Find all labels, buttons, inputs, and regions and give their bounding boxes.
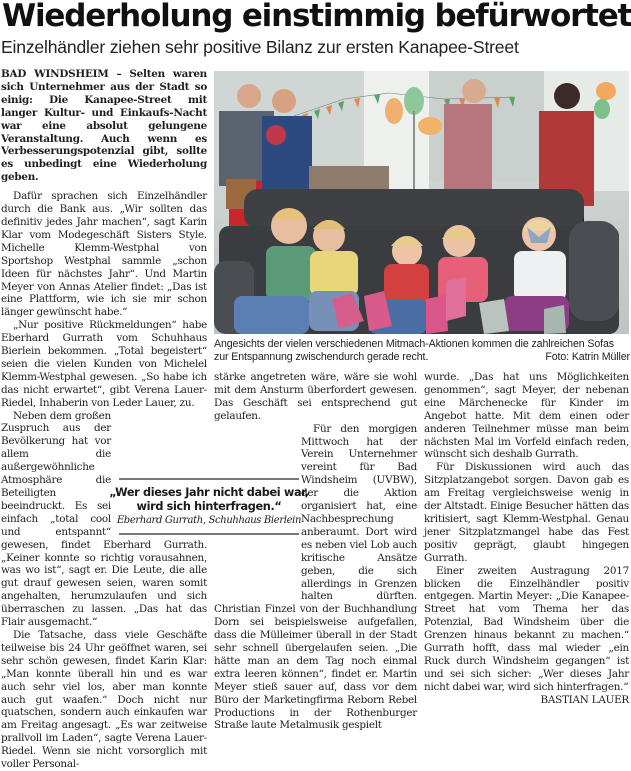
- article-paragraph: stärke angetreten wäre, wäre sie wohl mit dem Ansturm überfordert gewesen. Das Geschäft sei entsprechend gut gelaufen.: [214, 371, 417, 422]
- article-paragraph: „Nur positive Rückmeldungen“ habe Eberhard Gurrath vom Schuhhaus Bierlein bekommen. „Total begeistert“ seien die vielen Kunden von Michelel Klemm-Westphal gewesen. „So habe ich das nicht erwartet“, gibt Verena Lauer-Riedel, Inhaberin von Leder Lauer, zu.: [1, 319, 207, 409]
- article-paragraph: wurde. „Das hat uns Möglichkeiten genommen“, sagt Meyer, der nebenan eine Märchenecke für Kinder im Angebot hatte. Mit dem einen oder anderen Teilnehmer müsse man beim nächsten Mal im Vorfeld einfach reden, wünscht sich deshalb Gurrath.: [424, 371, 629, 461]
- article-photo: [214, 71, 629, 334]
- article-paragraph-text: Einer zweiten Austragung 2017 blicken die Einzelhändler positiv entgegen. Martin Meyer: „Die Kanapee-Street hat vom Thema her das Potenzial, Bad Windsheim über die Grenzen hinaus bekannt zu machen.“ Gurrath hofft, dass mal wieder „ein Ruck durch Windsheim gegangen“ ist und sei sich sicher: „Wer dieses Jahr nicht dabei war, wird sich hinterfragen.“: [424, 564, 629, 693]
- article-subheadline: Einzelhändler ziehen sehr positive Bilanz zur ersten Kanapee-Street: [1, 37, 519, 57]
- pull-quote-bottom-rule: [119, 533, 299, 535]
- pull-quote-source: Eberhard Gurrath, Schuhhaus Bierlein: [116, 515, 302, 526]
- article-paragraph: Dafür sprachen sich Einzelhändler durch die Bank aus. „Wir sollten das definitiv jedes Jahr machen“, sagt Karin Klar vom Modegeschäft Sisters Style. Michelle Klemm-Westphal von Sportshop Westphal sammle „schon Ideen für nächstes Jahr“. Und Martin Meyer von Annas Atelier findet: „Das ist eine Plattform, wie ich sie mir schon länger gewünscht habe.“: [1, 190, 207, 319]
- pull-quote: [106, 478, 312, 535]
- photo-caption: [214, 338, 630, 364]
- article-paragraph: Die Tatsache, dass viele Geschäfte teilweise bis 24 Uhr geöffnet waren, sei sehr schön gewesen, findet Karin Klar: „Man konnte überall hin und es war auch sehr viel los, aber man konnte auch gut waafen.“ Doch nicht nur quatschen, sondern auch einkaufen war am Freitag angesagt. „Es war zeitweise prallvoll im Laden“, sagte Verena Lauer-Riedel. Wenn sie nicht vorsorglich mit voller Personal-: [1, 628, 207, 771]
- article-paragraph: [424, 564, 629, 706]
- article-paragraph-text: Für den morgigen Mittwoch hat der Verein Unternehmer vereint für Bad Windsheim (UVBW), der die Aktion organisiert hat, eine Nachbesprechung anberaumt. Dort wird es neben viel Lob auch kritische Ansätze geben, die sich allerdings in Grenzen halten dürften. Christian Finzel von der Buchhandlung Dorn sei beispielsweise aufgefallen, dass die Mülleimer überall in der Stadt sehr schnell übergelaufen seien. „Die hätte man an dem Tag noch einmal extra leeren können“, findet er. Martin Meyer stieß sauer auf, dass vor dem Büro der Marketingfirma Reborn Rebel Productions in der Rothenburger Straße laute Metalmusik gespielt: [214, 422, 417, 732]
- article-column-2: [214, 371, 417, 732]
- article-column-3: [424, 371, 629, 707]
- article-lead: BAD WINDSHEIM – Selten waren sich Unternehmer aus der Stadt so einig: Die Kanapee-Street mit langer Kultur- und Einkaufs-Nacht war eine absolut gelungene Veranstaltung. Auch wenn es Verbesserungspotenzial gibt, sollte es unbedingt eine Wiederholung geben.: [1, 68, 207, 184]
- pull-quote-text: „Wer dieses Jahr nicht dabei war, wird sich hinterfragen.“: [109, 486, 309, 513]
- photo-caption-text: Angesichts der vielen verschiedenen Mitmach-Aktionen kommen die zahlreichen Sofas zur Entspannung zwischendurch gerade recht.: [214, 338, 614, 363]
- photo-children-on-sofa: [214, 71, 629, 334]
- article-paragraph-text: Neben dem großen Zuspruch aus der Bevölkerung hat vor allem die außergewöhnliche Atmosphäre die Beteiligten beeindruckt. Es sei einfach „total cool und entspannt“ gewesen, findet Eberhard Gurrath. „Keiner konnte so richtig vorausahnen, was wo ist“, sagt er. Die Leute, die alle gut drauf gewesen seien, waren somit angehalten, herumzulaufen und sich überraschen zu lassen. „Das hat das Flair ausgemacht.“: [1, 409, 207, 629]
- article-paragraph: Für Diskussionen wird auch das Sitzplatzangebot sorgen. Davon gab es am Freitag vergleichsweise wenig in der Altstadt. Einige Besucher hätten das kritisiert, sagt Klemm-Westphal. Genau jener Sitzplatzmangel habe das Fest positiv geprägt, glaubt hingegen Gurrath.: [424, 461, 629, 564]
- article-column-1: [1, 68, 207, 771]
- pull-quote-top-rule: [119, 478, 299, 480]
- article-author: BASTIAN LAUER: [540, 693, 629, 706]
- article-paragraph: [214, 423, 417, 733]
- article-headline: Wiederholung einstimmig befürwortet: [2, 0, 631, 34]
- photo-credit: Foto: Katrin Müller: [545, 351, 630, 363]
